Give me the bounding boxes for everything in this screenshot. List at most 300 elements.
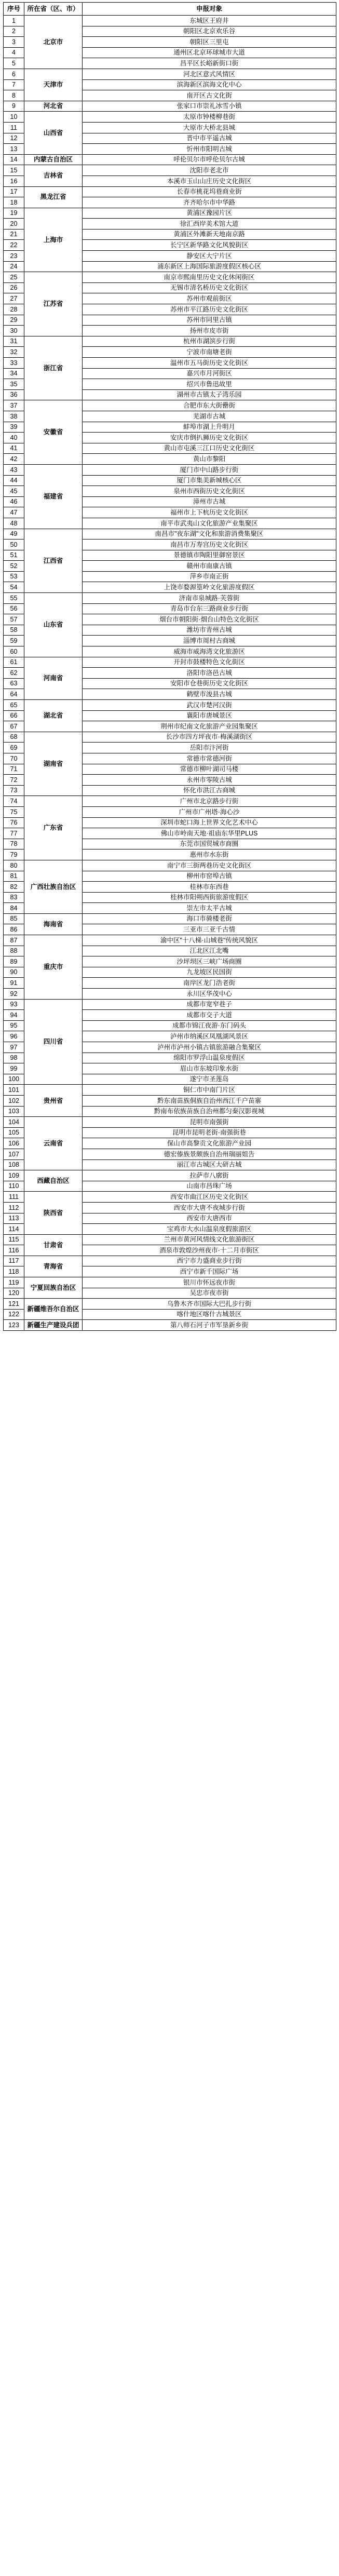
- cell-item: 西宁市力盛商业步行街: [83, 1256, 336, 1266]
- cell-no: 47: [4, 507, 24, 518]
- table-body: [4, 16, 336, 1331]
- table-row: [4, 913, 336, 924]
- table-row: [4, 700, 336, 711]
- cell-no: 67: [4, 721, 24, 732]
- cell-no: 101: [4, 1085, 24, 1096]
- cell-no: 3: [4, 37, 24, 48]
- cell-no: 1: [4, 16, 24, 26]
- table-row: [4, 796, 336, 807]
- cell-item: 深圳市蛇口海上世界文化艺术中心: [83, 817, 336, 828]
- cell-no: 63: [4, 678, 24, 689]
- table-row: [4, 154, 336, 165]
- cell-item: 渝中区"十八梯·山城巷"传统风貌区: [83, 935, 336, 946]
- cell-item: 福州市上下杭历史文化街区: [83, 507, 336, 518]
- cell-item: 上饶市婺源篁岭文化旅游度假区: [83, 582, 336, 593]
- cell-province: 江苏省: [24, 272, 83, 336]
- cell-item: 苏州市同里古镇: [83, 315, 336, 326]
- table-row: [4, 400, 336, 411]
- cell-no: 13: [4, 144, 24, 155]
- cell-no: 80: [4, 860, 24, 871]
- cell-no: 113: [4, 1213, 24, 1224]
- cell-item: 通州区北京环球城市大道: [83, 47, 336, 58]
- cell-no: 109: [4, 1170, 24, 1181]
- cell-no: 28: [4, 304, 24, 315]
- cell-province: 甘肃省: [24, 1234, 83, 1256]
- cell-province: 湖南省: [24, 732, 83, 796]
- cell-item: 武汉市楚河汉街: [83, 700, 336, 711]
- cell-item: 萍乡市南正街: [83, 571, 336, 582]
- cell-province: 新疆维吾尔自治区: [24, 1299, 83, 1320]
- cell-no: 87: [4, 935, 24, 946]
- cell-item: 铜仁市中南门片区: [83, 1085, 336, 1096]
- cell-no: 77: [4, 828, 24, 839]
- cell-item: 齐齐哈尔市中华路: [83, 197, 336, 208]
- cell-no: 65: [4, 700, 24, 711]
- table-row: [4, 593, 336, 604]
- cell-item: 安庆市倒扒狮历史文化街区: [83, 433, 336, 443]
- table-row: [4, 1277, 336, 1288]
- cell-item: 黄浦区外滩新天地南京路: [83, 229, 336, 240]
- cell-province: 湖北省: [24, 700, 83, 732]
- cell-province: 安徽省: [24, 400, 83, 465]
- cell-no: 66: [4, 710, 24, 721]
- cell-province: 海南省: [24, 913, 83, 935]
- cell-item: 永州市零陵古城: [83, 775, 336, 786]
- cell-no: 108: [4, 1159, 24, 1170]
- cell-no: 4: [4, 47, 24, 58]
- cell-no: 33: [4, 358, 24, 369]
- cell-item: 泸州市纳溪区凤凰湖风景区: [83, 1031, 336, 1042]
- cell-no: 53: [4, 571, 24, 582]
- cell-item: 银川市怀远夜市街: [83, 1277, 336, 1288]
- cell-no: 72: [4, 775, 24, 786]
- cell-no: 24: [4, 261, 24, 272]
- cell-no: 20: [4, 219, 24, 230]
- cell-no: 123: [4, 1320, 24, 1331]
- cell-item: 佛山市岭南天地·祖庙东华里PLUS: [83, 828, 336, 839]
- cell-province: 新疆生产建设兵团: [24, 1320, 83, 1331]
- cell-item: 惠州市水东街: [83, 849, 336, 860]
- cell-no: 45: [4, 486, 24, 497]
- cell-item: 厦门市集美新城核心区: [83, 475, 336, 486]
- table-row: [4, 1299, 336, 1310]
- table-row: [4, 208, 336, 219]
- cell-no: 94: [4, 1010, 24, 1021]
- cell-no: 112: [4, 1202, 24, 1213]
- cell-no: 110: [4, 1181, 24, 1192]
- cell-no: 75: [4, 806, 24, 817]
- cell-item: 忻州市阳明古城: [83, 144, 336, 155]
- cell-item: 成都市锦江夜游·东门码头: [83, 1020, 336, 1031]
- cell-item: 长宁区新华路文化风貌街区: [83, 240, 336, 251]
- cell-no: 88: [4, 946, 24, 956]
- cell-no: 76: [4, 817, 24, 828]
- cell-item: 德宏傣族景颇族自治州瑞丽姐告: [83, 1149, 336, 1159]
- cell-item: 长沙市四方坪夜市·梅溪湖街区: [83, 732, 336, 743]
- cell-item: 潍坊市青州古城: [83, 625, 336, 636]
- cell-item: 柳州市窑埠古镇: [83, 871, 336, 882]
- cell-no: 22: [4, 240, 24, 251]
- table-row: [4, 1320, 336, 1331]
- cell-no: 120: [4, 1288, 24, 1299]
- cell-item: 开封市鼓楼特色文化街区: [83, 657, 336, 668]
- cell-item: 喀什地区喀什古城景区: [83, 1309, 336, 1320]
- cell-no: 93: [4, 999, 24, 1010]
- cell-item: 永川区华茂中心: [83, 989, 336, 1000]
- cell-item: 拉萨市八廓街: [83, 1170, 336, 1181]
- cell-province: 河北省: [24, 101, 83, 112]
- cell-province: 西藏自治区: [24, 1170, 83, 1192]
- cell-no: 14: [4, 154, 24, 165]
- cell-item: 昆明市南强街: [83, 1117, 336, 1128]
- cell-no: 86: [4, 924, 24, 935]
- cell-item: 南昌市"夜东湖"文化和旅游消费集聚区: [83, 529, 336, 540]
- table-row: [4, 999, 336, 1010]
- column-header-no: 序号: [4, 3, 24, 16]
- table-row: [4, 935, 336, 946]
- cell-item: 海口市骑楼老街: [83, 913, 336, 924]
- cell-item: 桂林市东西巷: [83, 882, 336, 893]
- cell-item: 岳阳市汴河街: [83, 743, 336, 753]
- cell-no: 119: [4, 1277, 24, 1288]
- cell-item: 无锡市清名桥历史文化街区: [83, 282, 336, 293]
- cell-no: 95: [4, 1020, 24, 1031]
- cell-province: 江西省: [24, 529, 83, 593]
- cell-item: 西安市大唐不夜城步行街: [83, 1202, 336, 1213]
- table-row: [4, 16, 336, 26]
- cell-item: 济南市泉城路·芙蓉街: [83, 593, 336, 604]
- cell-province: 山西省: [24, 112, 83, 154]
- cell-item: 威海市威海湾文化旅游区: [83, 646, 336, 657]
- cell-no: 89: [4, 956, 24, 967]
- cell-province: 福建省: [24, 464, 83, 529]
- cell-item: 南岸区龙门浩老街: [83, 978, 336, 989]
- cell-item: 扬州市皮市街: [83, 326, 336, 336]
- cell-item: 南宁市三街两巷历史文化街区: [83, 860, 336, 871]
- cell-no: 97: [4, 1042, 24, 1053]
- cell-item: 太原市钟楼柳巷街: [83, 112, 336, 123]
- cell-no: 55: [4, 593, 24, 604]
- cell-item: 芜湖市古城: [83, 411, 336, 422]
- cell-item: 湖州市古镇太子湾乐园: [83, 389, 336, 400]
- cell-province: 上海市: [24, 208, 83, 272]
- cell-item: 沙坪坝区三峡广场商圈: [83, 956, 336, 967]
- cell-no: 91: [4, 978, 24, 989]
- cell-item: 徐汇西岸美术馆大道: [83, 219, 336, 230]
- cell-no: 122: [4, 1309, 24, 1320]
- cell-item: 黄浦区豫园片区: [83, 208, 336, 219]
- cell-item: 怀化市洪江古商城: [83, 785, 336, 796]
- cell-item: 三亚市三亚千古情: [83, 924, 336, 935]
- cell-item: 西宁市新千国际广场: [83, 1266, 336, 1277]
- cell-item: 嘉兴市月河街区: [83, 368, 336, 379]
- cell-no: 74: [4, 796, 24, 807]
- cell-no: 26: [4, 282, 24, 293]
- cell-province: 内蒙古自治区: [24, 154, 83, 165]
- cell-no: 105: [4, 1127, 24, 1138]
- cell-province: 黑龙江省: [24, 186, 83, 208]
- cell-no: 30: [4, 326, 24, 336]
- cell-no: 29: [4, 315, 24, 326]
- cell-item: 昆明市昆明老街·南强街巷: [83, 1127, 336, 1138]
- cell-province: 贵州省: [24, 1085, 83, 1117]
- cell-no: 46: [4, 496, 24, 507]
- table-row: [4, 69, 336, 79]
- cell-no: 50: [4, 540, 24, 550]
- cell-no: 100: [4, 1074, 24, 1085]
- cell-province: 浙江省: [24, 336, 83, 400]
- cell-no: 59: [4, 636, 24, 646]
- cell-item: 黄山市屯溪三江口历史文化街区: [83, 443, 336, 454]
- table-row: [4, 529, 336, 540]
- cell-no: 99: [4, 1063, 24, 1074]
- cell-no: 42: [4, 454, 24, 465]
- cell-item: 蚌埠市湖上升明月: [83, 422, 336, 433]
- cell-item: 南平市武夷山文化旅游产业集聚区: [83, 518, 336, 529]
- cell-no: 37: [4, 400, 24, 411]
- cell-no: 48: [4, 518, 24, 529]
- cell-no: 60: [4, 646, 24, 657]
- cell-item: 泸州市泸州小镇古镇旅游融合集聚区: [83, 1042, 336, 1053]
- table-row: [4, 732, 336, 743]
- cell-item: 东城区王府井: [83, 16, 336, 26]
- cell-item: 朝阳区北京欢乐谷: [83, 26, 336, 37]
- cell-item: 第八师石河子市军垦新乡街: [83, 1320, 336, 1331]
- cell-item: 静安区大宁片区: [83, 251, 336, 262]
- cell-item: 黔东南苗族侗族自治州西江千户苗寨: [83, 1095, 336, 1106]
- declaration-list-table: [3, 2, 336, 1331]
- cell-item: 杭州市湖滨步行街: [83, 336, 336, 347]
- cell-item: 洛阳市洛邑古城: [83, 668, 336, 679]
- cell-item: 长春市桃花坞巷商业街: [83, 186, 336, 197]
- cell-no: 43: [4, 464, 24, 475]
- cell-item: 黔南布依族苗族自治州都匀秦汉影视城: [83, 1106, 336, 1117]
- cell-item: 吴忠市夜市街: [83, 1288, 336, 1299]
- cell-no: 92: [4, 989, 24, 1000]
- cell-no: 5: [4, 58, 24, 69]
- cell-item: 苏州市平江路历史文化街区: [83, 304, 336, 315]
- cell-item: 合肥市东大街罍街: [83, 400, 336, 411]
- table-row: [4, 464, 336, 475]
- cell-no: 118: [4, 1266, 24, 1277]
- cell-no: 84: [4, 903, 24, 914]
- cell-province: 重庆市: [24, 935, 83, 1000]
- cell-item: 厦门市中山路步行街: [83, 464, 336, 475]
- cell-item: 宁波市南塘老街: [83, 347, 336, 358]
- table-row: [4, 657, 336, 668]
- cell-no: 68: [4, 732, 24, 743]
- cell-item: 晋中市平遥古城: [83, 133, 336, 144]
- cell-no: 103: [4, 1106, 24, 1117]
- cell-no: 35: [4, 379, 24, 390]
- cell-item: 青岛市台东三路商业步行街: [83, 603, 336, 614]
- cell-province: 宁夏回族自治区: [24, 1277, 83, 1299]
- cell-no: 82: [4, 882, 24, 893]
- cell-item: 宝鸡市大水山温泉度假旅游区: [83, 1224, 336, 1235]
- cell-item: 眉山市东坡印象水街: [83, 1063, 336, 1074]
- cell-no: 62: [4, 668, 24, 679]
- cell-no: 57: [4, 614, 24, 625]
- cell-no: 73: [4, 785, 24, 796]
- cell-no: 61: [4, 657, 24, 668]
- table-row: [4, 101, 336, 112]
- cell-no: 69: [4, 743, 24, 753]
- table-row: [4, 1192, 336, 1203]
- cell-no: 16: [4, 176, 24, 186]
- cell-no: 6: [4, 69, 24, 79]
- cell-item: 漳州市古城: [83, 496, 336, 507]
- cell-item: 丽江市古城区大研古城: [83, 1159, 336, 1170]
- cell-item: 河北区意式风情区: [83, 69, 336, 79]
- cell-no: 106: [4, 1138, 24, 1149]
- cell-item: 常德市柳叶湖司马楼: [83, 764, 336, 775]
- cell-no: 71: [4, 764, 24, 775]
- cell-no: 21: [4, 229, 24, 240]
- cell-no: 56: [4, 603, 24, 614]
- cell-item: 黄山市黎阳: [83, 454, 336, 465]
- table-row: [4, 186, 336, 197]
- cell-no: 98: [4, 1053, 24, 1063]
- cell-no: 7: [4, 79, 24, 90]
- cell-no: 8: [4, 90, 24, 101]
- cell-item: 浦东新区上海国际旅游度假区核心区: [83, 261, 336, 272]
- cell-province: 陕西省: [24, 1192, 83, 1234]
- table-row: [4, 165, 336, 176]
- cell-item: 赣州市南康古镇: [83, 561, 336, 572]
- cell-no: 39: [4, 422, 24, 433]
- cell-no: 12: [4, 133, 24, 144]
- cell-item: 广州市北京路步行街: [83, 796, 336, 807]
- cell-province: 天津市: [24, 69, 83, 101]
- cell-no: 121: [4, 1299, 24, 1310]
- cell-no: 78: [4, 839, 24, 849]
- cell-province: 吉林省: [24, 165, 83, 186]
- cell-item: 崇左市太平古城: [83, 903, 336, 914]
- cell-province: 北京市: [24, 16, 83, 69]
- cell-item: 苏州市观前街区: [83, 293, 336, 304]
- cell-province: 广东省: [24, 796, 83, 860]
- cell-item: 温州市五马街历史文化街区: [83, 358, 336, 369]
- table-row: [4, 336, 336, 347]
- cell-item: 遂宁市圣莲岛: [83, 1074, 336, 1085]
- cell-item: 成都市交子大道: [83, 1010, 336, 1021]
- cell-no: 44: [4, 475, 24, 486]
- cell-item: 南京市熙南里历史文化休闲街区: [83, 272, 336, 283]
- cell-no: 117: [4, 1256, 24, 1266]
- cell-province: 青海省: [24, 1256, 83, 1277]
- cell-item: 沈阳市老北市: [83, 165, 336, 176]
- cell-item: 襄阳市唐城景区: [83, 710, 336, 721]
- cell-no: 15: [4, 165, 24, 176]
- cell-item: 保山市高黎贡文化旅游产业园: [83, 1138, 336, 1149]
- cell-item: 东莞市国贸城市商圈: [83, 839, 336, 849]
- cell-item: 张家口市崇礼冰雪小镇: [83, 101, 336, 112]
- cell-item: 鹤壁市浚县古城: [83, 689, 336, 700]
- cell-item: 南开区古文化街: [83, 90, 336, 101]
- cell-no: 64: [4, 689, 24, 700]
- cell-item: 山南市昌珠广场: [83, 1181, 336, 1192]
- cell-no: 114: [4, 1224, 24, 1235]
- cell-no: 40: [4, 433, 24, 443]
- cell-no: 18: [4, 197, 24, 208]
- cell-item: 滨海新区滨海文化中心: [83, 79, 336, 90]
- cell-province: 四川省: [24, 999, 83, 1085]
- cell-no: 38: [4, 411, 24, 422]
- cell-no: 32: [4, 347, 24, 358]
- cell-no: 19: [4, 208, 24, 219]
- cell-no: 9: [4, 101, 24, 112]
- cell-no: 49: [4, 529, 24, 540]
- cell-no: 79: [4, 849, 24, 860]
- cell-province: 广西壮族自治区: [24, 860, 83, 913]
- cell-item: 安阳市仓巷街历史文化街区: [83, 678, 336, 689]
- cell-item: 荆州市纪南文化旅游产业园集聚区: [83, 721, 336, 732]
- cell-no: 96: [4, 1031, 24, 1042]
- cell-item: 兰州市黄河风情线文化旅游街区: [83, 1234, 336, 1245]
- cell-item: 烟台市朝阳街·烟台山特色文化街区: [83, 614, 336, 625]
- cell-no: 83: [4, 892, 24, 903]
- cell-no: 27: [4, 293, 24, 304]
- table-row: [4, 1117, 336, 1128]
- cell-item: 昌平区长峪新街口街: [83, 58, 336, 69]
- cell-no: 25: [4, 272, 24, 283]
- cell-no: 116: [4, 1245, 24, 1256]
- cell-no: 90: [4, 967, 24, 978]
- cell-no: 2: [4, 26, 24, 37]
- cell-no: 52: [4, 561, 24, 572]
- cell-item: 酒泉市敦煌沙州夜市·十二月市街区: [83, 1245, 336, 1256]
- cell-no: 41: [4, 443, 24, 454]
- cell-item: 朝阳区三里屯: [83, 37, 336, 48]
- cell-no: 54: [4, 582, 24, 593]
- table-row: [4, 1170, 336, 1181]
- cell-province: 河南省: [24, 657, 83, 699]
- column-header-item: 申报对象: [83, 3, 336, 16]
- table-row: [4, 112, 336, 123]
- table-row: [4, 1234, 336, 1245]
- cell-no: 58: [4, 625, 24, 636]
- cell-no: 107: [4, 1149, 24, 1159]
- cell-no: 10: [4, 112, 24, 123]
- cell-no: 85: [4, 913, 24, 924]
- cell-no: 31: [4, 336, 24, 347]
- cell-no: 23: [4, 251, 24, 262]
- cell-item: 绵阳市罗浮山温泉度假区: [83, 1053, 336, 1063]
- cell-item: 西安市大唐西市: [83, 1213, 336, 1224]
- cell-item: 九龙坡区民国街: [83, 967, 336, 978]
- cell-item: 呼伦贝尔市呼伦贝尔古城: [83, 154, 336, 165]
- cell-no: 111: [4, 1192, 24, 1203]
- cell-item: 泉州市西街历史文化街区: [83, 486, 336, 497]
- cell-item: 绍兴市鲁迅故里: [83, 379, 336, 390]
- cell-no: 115: [4, 1234, 24, 1245]
- cell-item: 南昌市万寿宫历史文化街区: [83, 540, 336, 550]
- cell-item: 大原市大桥北县城: [83, 122, 336, 133]
- cell-item: 淄博市周村古商城: [83, 636, 336, 646]
- cell-province: 山东省: [24, 593, 83, 657]
- table-header-row: [4, 3, 336, 16]
- table-row: [4, 1256, 336, 1266]
- cell-no: 11: [4, 122, 24, 133]
- cell-no: 81: [4, 871, 24, 882]
- column-header-province: 所在省（区、市）: [24, 3, 83, 16]
- cell-no: 70: [4, 753, 24, 764]
- table-row: [4, 1085, 336, 1096]
- cell-no: 36: [4, 389, 24, 400]
- cell-item: 成都市宽窄巷子: [83, 999, 336, 1010]
- cell-no: 34: [4, 368, 24, 379]
- cell-item: 景德镇市陶阳里御窑景区: [83, 550, 336, 561]
